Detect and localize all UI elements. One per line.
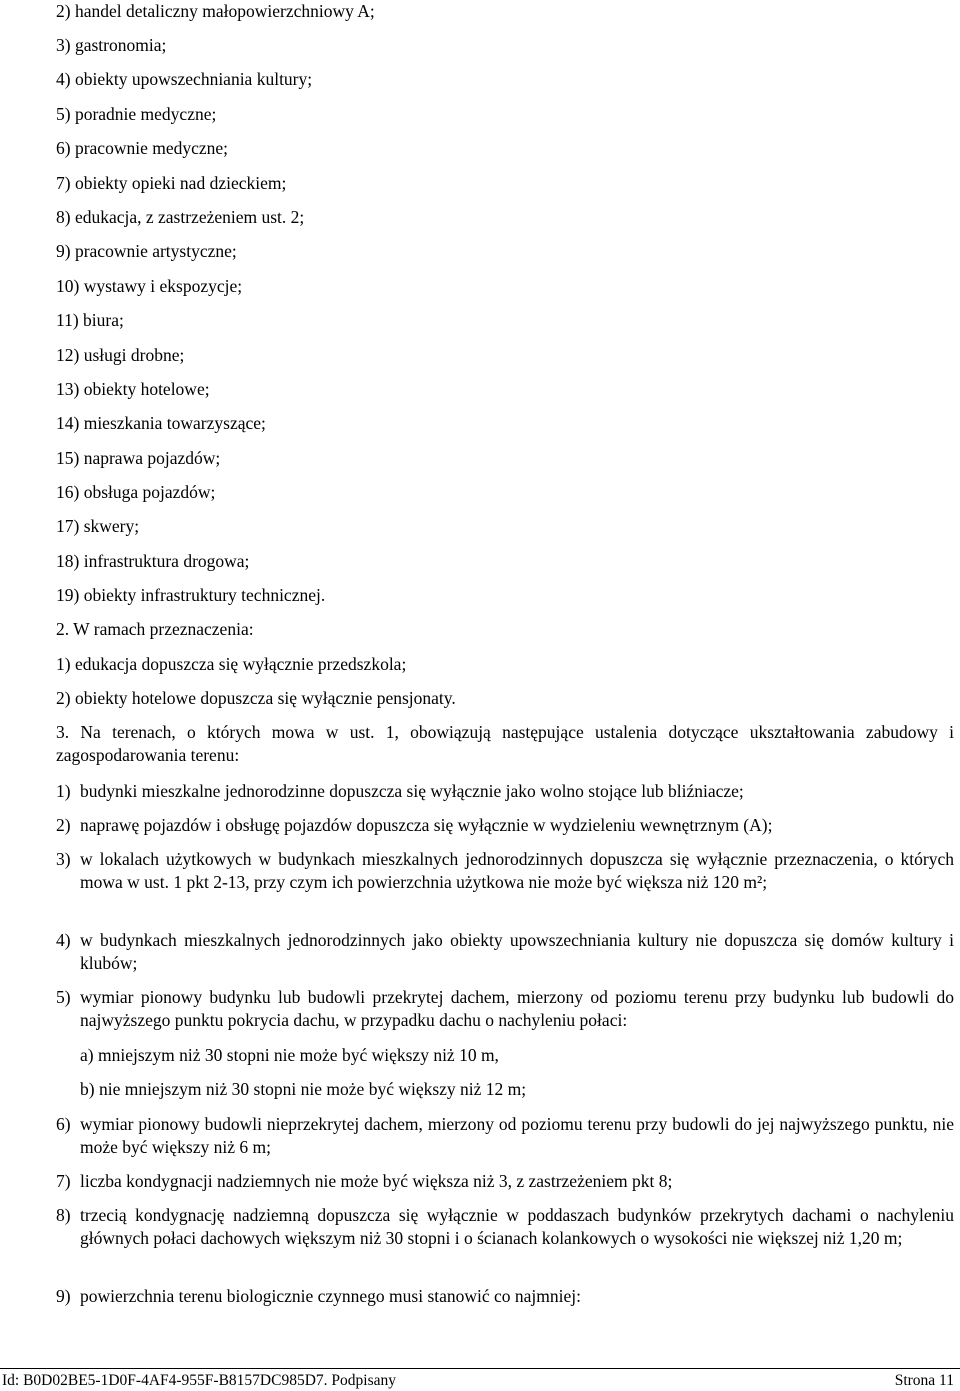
- sub-item: b) nie mniejszym niż 30 stopni nie może być większy niż 12 m;: [80, 1079, 527, 1099]
- list-item: 16) obsługa pojazdów;: [56, 482, 216, 502]
- section-3-heading: 3. Na terenach, o których mowa w ust. 1, obowiązują następujące ustalenia dotyczące ukształtowania zabudowy i zagospodarowania terenu:: [56, 722, 954, 765]
- section-3-item: [56, 986, 954, 1032]
- item-text: w lokalach użytkowych w budynkach mieszkalnych jednorodzinnych dopuszcza się wyłącznie przeznaczenia, o których mowa w ust. 1 pkt 2-13, przy czym ich powierzchnia użytkowa nie może być większa niż 120 m²;: [80, 849, 954, 892]
- section-3-item: [56, 1285, 954, 1308]
- item-text: powierzchnia terenu biologicznie czynnego musi stanowić co najmniej:: [80, 1286, 582, 1306]
- item-number: 2): [56, 815, 71, 835]
- item-text: liczba kondygnacji nadziemnych nie może być większa niż 3, z zastrzeżeniem pkt 8;: [80, 1171, 673, 1191]
- list-item: 17) skwery;: [56, 516, 140, 536]
- item-text: wymiar pionowy budowli nieprzekrytej dachem, mierzony od poziomu terenu przy budowli do jej najwyższego punktu, nie może być większy niż 6 m;: [80, 1114, 954, 1157]
- section-2-item: 1) edukacja dopuszcza się wyłącznie przedszkola;: [56, 654, 407, 674]
- document-id: Id: B0D02BE5-1D0F-4AF4-955F-B8157DC985D7. Podpisany: [2, 1372, 396, 1389]
- list-item: 4) obiekty upowszechniania kultury;: [56, 69, 313, 89]
- item-number: 1): [56, 781, 71, 801]
- section-3-item: [56, 1170, 954, 1193]
- item-text: naprawę pojazdów i obsługę pojazdów dopuszcza się wyłącznie w wydzieleniu wewnętrznym (A);: [80, 815, 773, 835]
- section-3-item: [56, 929, 954, 975]
- item-text: budynki mieszkalne jednorodzinne dopuszcza się wyłącznie jako wolno stojące lub bliźniacze;: [80, 781, 744, 801]
- section-3-item: [56, 814, 954, 837]
- item-number: 6): [56, 1114, 71, 1134]
- list-item: 15) naprawa pojazdów;: [56, 448, 221, 468]
- item-text: trzecią kondygnację nadziemną dopuszcza się wyłącznie w poddaszach budynków przekrytych dachami o nachyleniu głównych połaci dachowych większym niż 30 stopni i o ścianach kolankowych o wysokości nie większej niż 1,20 m;: [80, 1205, 954, 1248]
- page-number: Strona 11: [894, 1372, 954, 1389]
- item-number: 3): [56, 849, 71, 869]
- section-3-item: [56, 1204, 954, 1250]
- list-item: 2) handel detaliczny małopowierzchniowy A;: [56, 1, 375, 21]
- item-number: 7): [56, 1171, 71, 1191]
- section-3-item: [56, 780, 954, 803]
- list-item: 11) biura;: [56, 310, 124, 330]
- list-item: 6) pracownie medyczne;: [56, 138, 229, 158]
- section-3-item: [56, 848, 954, 894]
- list-item: 5) poradnie medyczne;: [56, 104, 217, 124]
- section-2-heading: 2. W ramach przeznaczenia:: [56, 619, 254, 639]
- list-item: 12) usługi drobne;: [56, 345, 185, 365]
- sub-item: a) mniejszym niż 30 stopni nie może być większy niż 10 m,: [80, 1045, 499, 1065]
- list-item: 18) infrastruktura drogowa;: [56, 551, 250, 571]
- item-number: 5): [56, 987, 71, 1007]
- item-number: 4): [56, 930, 71, 950]
- item-number: 9): [56, 1286, 71, 1306]
- list-item: 14) mieszkania towarzyszące;: [56, 413, 266, 433]
- footer-divider: [0, 1368, 960, 1369]
- list-item: 19) obiekty infrastruktury technicznej.: [56, 585, 326, 605]
- list-item: 13) obiekty hotelowe;: [56, 379, 210, 399]
- item-text: w budynkach mieszkalnych jednorodzinnych jako obiekty upowszechniania kultury nie dopuszcza się domów kultury i klubów;: [80, 930, 954, 973]
- list-item: 8) edukacja, z zastrzeżeniem ust. 2;: [56, 207, 305, 227]
- list-item: 3) gastronomia;: [56, 35, 167, 55]
- item-number: 8): [56, 1205, 71, 1225]
- section-3-item: [56, 1113, 954, 1159]
- item-text: wymiar pionowy budynku lub budowli przekrytej dachem, mierzony od poziomu terenu przy budynku lub budowli do najwyższego punktu pokrycia dachu, w przypadku dachu o nachyleniu połaci:: [80, 987, 954, 1030]
- list-item: 10) wystawy i ekspozycje;: [56, 276, 243, 296]
- list-item: 9) pracownie artystyczne;: [56, 241, 237, 261]
- list-item: 7) obiekty opieki nad dzieckiem;: [56, 173, 287, 193]
- section-2-item: 2) obiekty hotelowe dopuszcza się wyłącznie pensjonaty.: [56, 688, 456, 708]
